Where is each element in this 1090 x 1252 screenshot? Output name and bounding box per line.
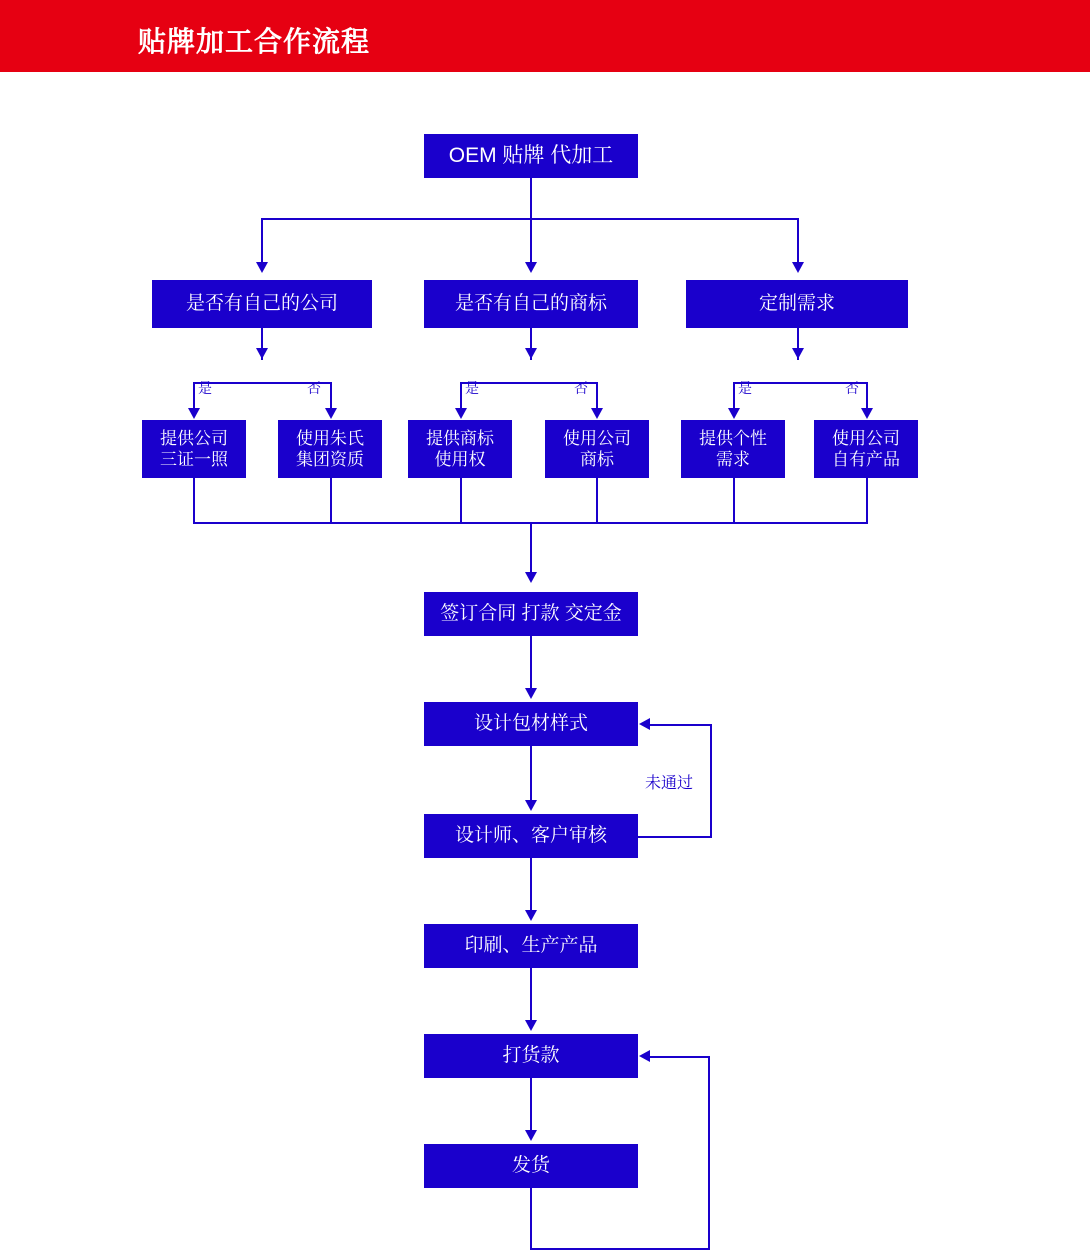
edge-label-company-yes: 是 [198,380,212,396]
connector-start-to-custom [797,218,799,262]
edge-label-custom-no: 否 [845,380,859,396]
connector-merge-custom-no [866,478,868,522]
page-title: 贴牌加工合作流程 [138,26,371,57]
edge-label-company-no: 否 [307,380,321,396]
connector-merge-company-no [330,478,332,522]
node-payment-label: 打货款 [502,1045,560,1067]
arrow-company-stem [256,348,268,359]
node-design[interactable] [424,702,638,746]
node-custom-yes[interactable] [681,420,785,478]
arrow-start-to-custom [792,262,804,273]
arrow-brand-no [591,408,603,419]
connector-merge-custom-yes [733,478,735,522]
node-custom-yes-line1: 提供个性 [699,428,767,448]
connector-ship-loop-in [650,1056,708,1058]
connector-start-bus [261,218,797,220]
connector-company-yes [193,382,195,408]
connector-start-to-company [261,218,263,262]
arrow-review-to-print [525,910,537,921]
node-custom-no-line2: 自有产品 [832,450,900,469]
node-start-label: OEM 贴牌 代加工 [448,143,614,167]
node-question-custom-label: 定制需求 [758,293,835,315]
node-question-company-label: 是否有自己的公司 [185,293,338,315]
connector-contract-to-design [530,636,532,688]
connector-review-loop-up [710,724,712,836]
edge-label-custom-yes: 是 [738,380,752,396]
node-question-brand[interactable] [424,280,638,328]
arrow-print-to-payment [525,1020,537,1031]
connector-design-to-review [530,746,532,800]
node-company-no-line1: 使用朱氏 [296,428,364,448]
node-company-yes-line2: 三证一照 [160,450,228,469]
connector-brand-no [596,382,598,408]
arrow-company-yes [188,408,200,419]
arrow-custom-yes [728,408,740,419]
arrow-brand-stem [525,348,537,359]
node-brand-yes[interactable] [408,420,512,478]
node-question-custom[interactable] [686,280,908,328]
arrow-brand-yes [455,408,467,419]
connector-custom-no [866,382,868,408]
node-brand-no-line1: 使用公司 [563,428,631,448]
arrow-company-no [325,408,337,419]
node-ship[interactable] [424,1144,638,1188]
node-contract-label: 签订合同 打款 交定金 [440,603,622,625]
node-brand-no[interactable] [545,420,649,478]
node-brand-yes-line2: 使用权 [434,450,486,469]
arrow-custom-no [861,408,873,419]
header-banner [0,0,1090,72]
arrow-contract-to-design [525,688,537,699]
arrow-start-to-company [256,262,268,273]
node-question-brand-label: 是否有自己的商标 [454,293,607,315]
node-company-yes[interactable] [142,420,246,478]
arrow-start-to-brand [525,262,537,273]
arrow-design-to-review [525,800,537,811]
node-payment[interactable] [424,1034,638,1078]
node-question-company[interactable] [152,280,372,328]
connector-ship-loop-down [530,1188,532,1250]
node-company-no-line2: 集团资质 [296,450,364,469]
connector-review-loop-out [638,836,712,838]
node-start[interactable] [424,134,638,178]
connector-payment-to-ship [530,1078,532,1130]
node-custom-no[interactable] [814,420,918,478]
arrow-custom-stem [792,348,804,359]
node-custom-no-line1: 使用公司 [832,428,900,448]
connector-merge-brand-yes [460,478,462,522]
node-print[interactable] [424,924,638,968]
arrow-merge-to-contract [525,572,537,583]
node-review-label: 设计师、客户审核 [454,825,607,847]
connector-ship-loop-up [708,1056,710,1248]
connector-brand-yes [460,382,462,408]
connector-start-to-brand [530,218,532,262]
connector-merge-to-contract [530,522,532,572]
connector-print-to-payment [530,968,532,1020]
edge-label-brand-no: 否 [574,380,588,396]
arrow-payment-to-ship [525,1130,537,1141]
connector-review-loop-in [650,724,710,726]
edge-label-review-fail: 未通过 [645,775,694,792]
connector-ship-loop-bottom [530,1248,710,1250]
connector-company-no [330,382,332,408]
connector-merge-brand-no [596,478,598,522]
node-contract[interactable] [424,592,638,636]
node-brand-no-line2: 商标 [580,450,614,469]
connector-review-to-print [530,858,532,910]
node-review[interactable] [424,814,638,858]
node-brand-yes-line1: 提供商标 [426,428,494,448]
node-company-yes-line1: 提供公司 [160,428,228,448]
node-print-label: 印刷、生产产品 [464,935,598,957]
node-design-label: 设计包材样式 [473,713,588,735]
edge-label-brand-yes: 是 [465,380,479,396]
node-custom-yes-line2: 需求 [716,450,750,469]
arrow-ship-loop-to-payment [639,1050,650,1062]
node-ship-label: 发货 [511,1155,550,1177]
arrow-review-loop-to-design [639,718,650,730]
connector-custom-yes [733,382,735,408]
connector-start-stem [530,178,532,218]
node-company-no[interactable] [278,420,382,478]
connector-merge-company-yes [193,478,195,522]
